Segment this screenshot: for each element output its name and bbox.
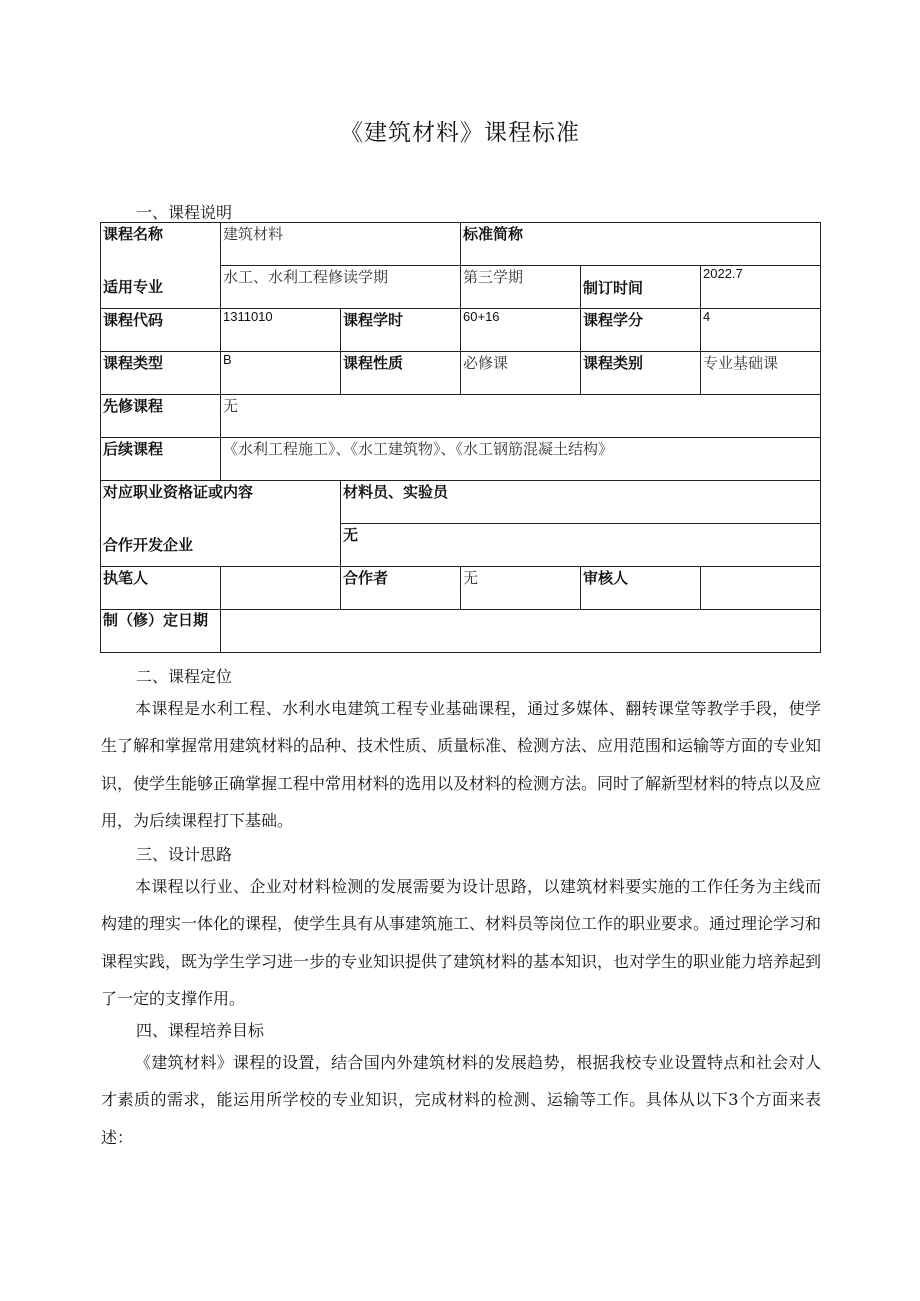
standard-abbr-label: 标准简称 bbox=[461, 223, 821, 266]
partner-value: 无 bbox=[461, 567, 581, 610]
major-value: 水工、水利工程修读学期 bbox=[221, 266, 461, 309]
table-row bbox=[101, 223, 821, 266]
course-name-label: 课程名称 bbox=[101, 223, 221, 266]
prerequisite-label: 先修课程 bbox=[101, 395, 221, 438]
course-hours-label: 课程学时 bbox=[341, 309, 461, 352]
table-row bbox=[101, 352, 821, 395]
course-hours-value: 60+16 bbox=[461, 309, 581, 352]
table-row bbox=[101, 524, 821, 567]
major-label: 适用专业 bbox=[101, 266, 221, 309]
prerequisite-value: 无 bbox=[221, 395, 821, 438]
made-time-label: 制订时间 bbox=[581, 266, 701, 309]
table-row bbox=[101, 610, 821, 653]
term-value: 第三学期 bbox=[461, 266, 581, 309]
certificate-label: 对应职业资格证或内容 bbox=[101, 481, 341, 524]
partner-label: 合作者 bbox=[341, 567, 461, 610]
revision-date-value bbox=[221, 610, 821, 653]
design-idea-paragraph: 本课程以行业、企业对材料检测的发展需要为设计思路，以建筑材料要实施的工作任务为主线而构建的理实一体化的课程，使学生具有从事建筑施工、材料员等岗位工作的职业要求。通过理论学习和课程实践，既为学生学习进一步的专业知识提供了建筑材料的基本知识，也对学生的职业能力培养起到了一定的支撑作用。 bbox=[101, 877, 822, 1008]
course-credit-value: 4 bbox=[701, 309, 821, 352]
course-type-value: B bbox=[221, 352, 341, 395]
course-code-value: 1311010 bbox=[221, 309, 341, 352]
course-type-label: 课程类型 bbox=[101, 352, 221, 395]
table-row bbox=[101, 309, 821, 352]
cooperative-company-label: 合作开发企业 bbox=[101, 524, 341, 567]
made-time-value: 2022.7 bbox=[701, 266, 821, 309]
certificate-value: 材料员、实验员 bbox=[341, 481, 821, 524]
revision-date-label: 制（修）定日期 bbox=[101, 610, 221, 653]
table-row bbox=[101, 567, 821, 610]
reviewer-label: 审核人 bbox=[581, 567, 701, 610]
follow-up-value: 《水利工程施工》、《水工建筑物》、《水工钢筋混凝土结构》 bbox=[221, 438, 821, 481]
course-code-label: 课程代码 bbox=[101, 309, 221, 352]
table-row bbox=[101, 481, 821, 524]
course-nature-label: 课程性质 bbox=[341, 352, 461, 395]
table-row bbox=[101, 438, 821, 481]
course-category-value: 专业基础课 bbox=[701, 352, 821, 395]
section-heading-training-goals: 四、课程培养目标 bbox=[136, 1021, 265, 1040]
writer-label: 执笔人 bbox=[101, 567, 221, 610]
cooperative-company-value: 无 bbox=[341, 524, 821, 567]
reviewer-value bbox=[701, 567, 821, 610]
course-info-table bbox=[100, 222, 821, 653]
course-category-label: 课程类别 bbox=[581, 352, 701, 395]
course-nature-value: 必修课 bbox=[461, 352, 581, 395]
course-name-value: 建筑材料 bbox=[221, 223, 461, 266]
section-heading-course-positioning: 二、课程定位 bbox=[136, 667, 233, 686]
section-heading-design-idea: 三、设计思路 bbox=[136, 845, 233, 864]
course-credit-label: 课程学分 bbox=[581, 309, 701, 352]
table-row bbox=[101, 266, 821, 309]
follow-up-label: 后续课程 bbox=[101, 438, 221, 481]
document-title: 《建筑材料》课程标准 bbox=[340, 120, 580, 146]
writer-value bbox=[221, 567, 341, 610]
training-goals-paragraph: 《建筑材料》课程的设置，结合国内外建筑材料的发展趋势，根据我校专业设置特点和社会对人才素质的需求，能运用所学校的专业知识，完成材料的检测、运输等工作。具体从以下3个方面来表述： bbox=[101, 1053, 821, 1147]
section-heading-course-description: 一、课程说明 bbox=[136, 203, 233, 222]
course-positioning-paragraph: 本课程是水利工程、水利水电建筑工程专业基础课程，通过多媒体、翻转课堂等教学手段，使学生了解和掌握常用建筑材料的品种、技术性质、质量标准、检测方法、应用范围和运输等方面的专业知识，使学生能够正确掌握工程中常用材料的选用以及材料的检测方法。同时了解新型材料的特点以及应用，为后续课程打下基础。 bbox=[101, 699, 822, 830]
table-row bbox=[101, 395, 821, 438]
